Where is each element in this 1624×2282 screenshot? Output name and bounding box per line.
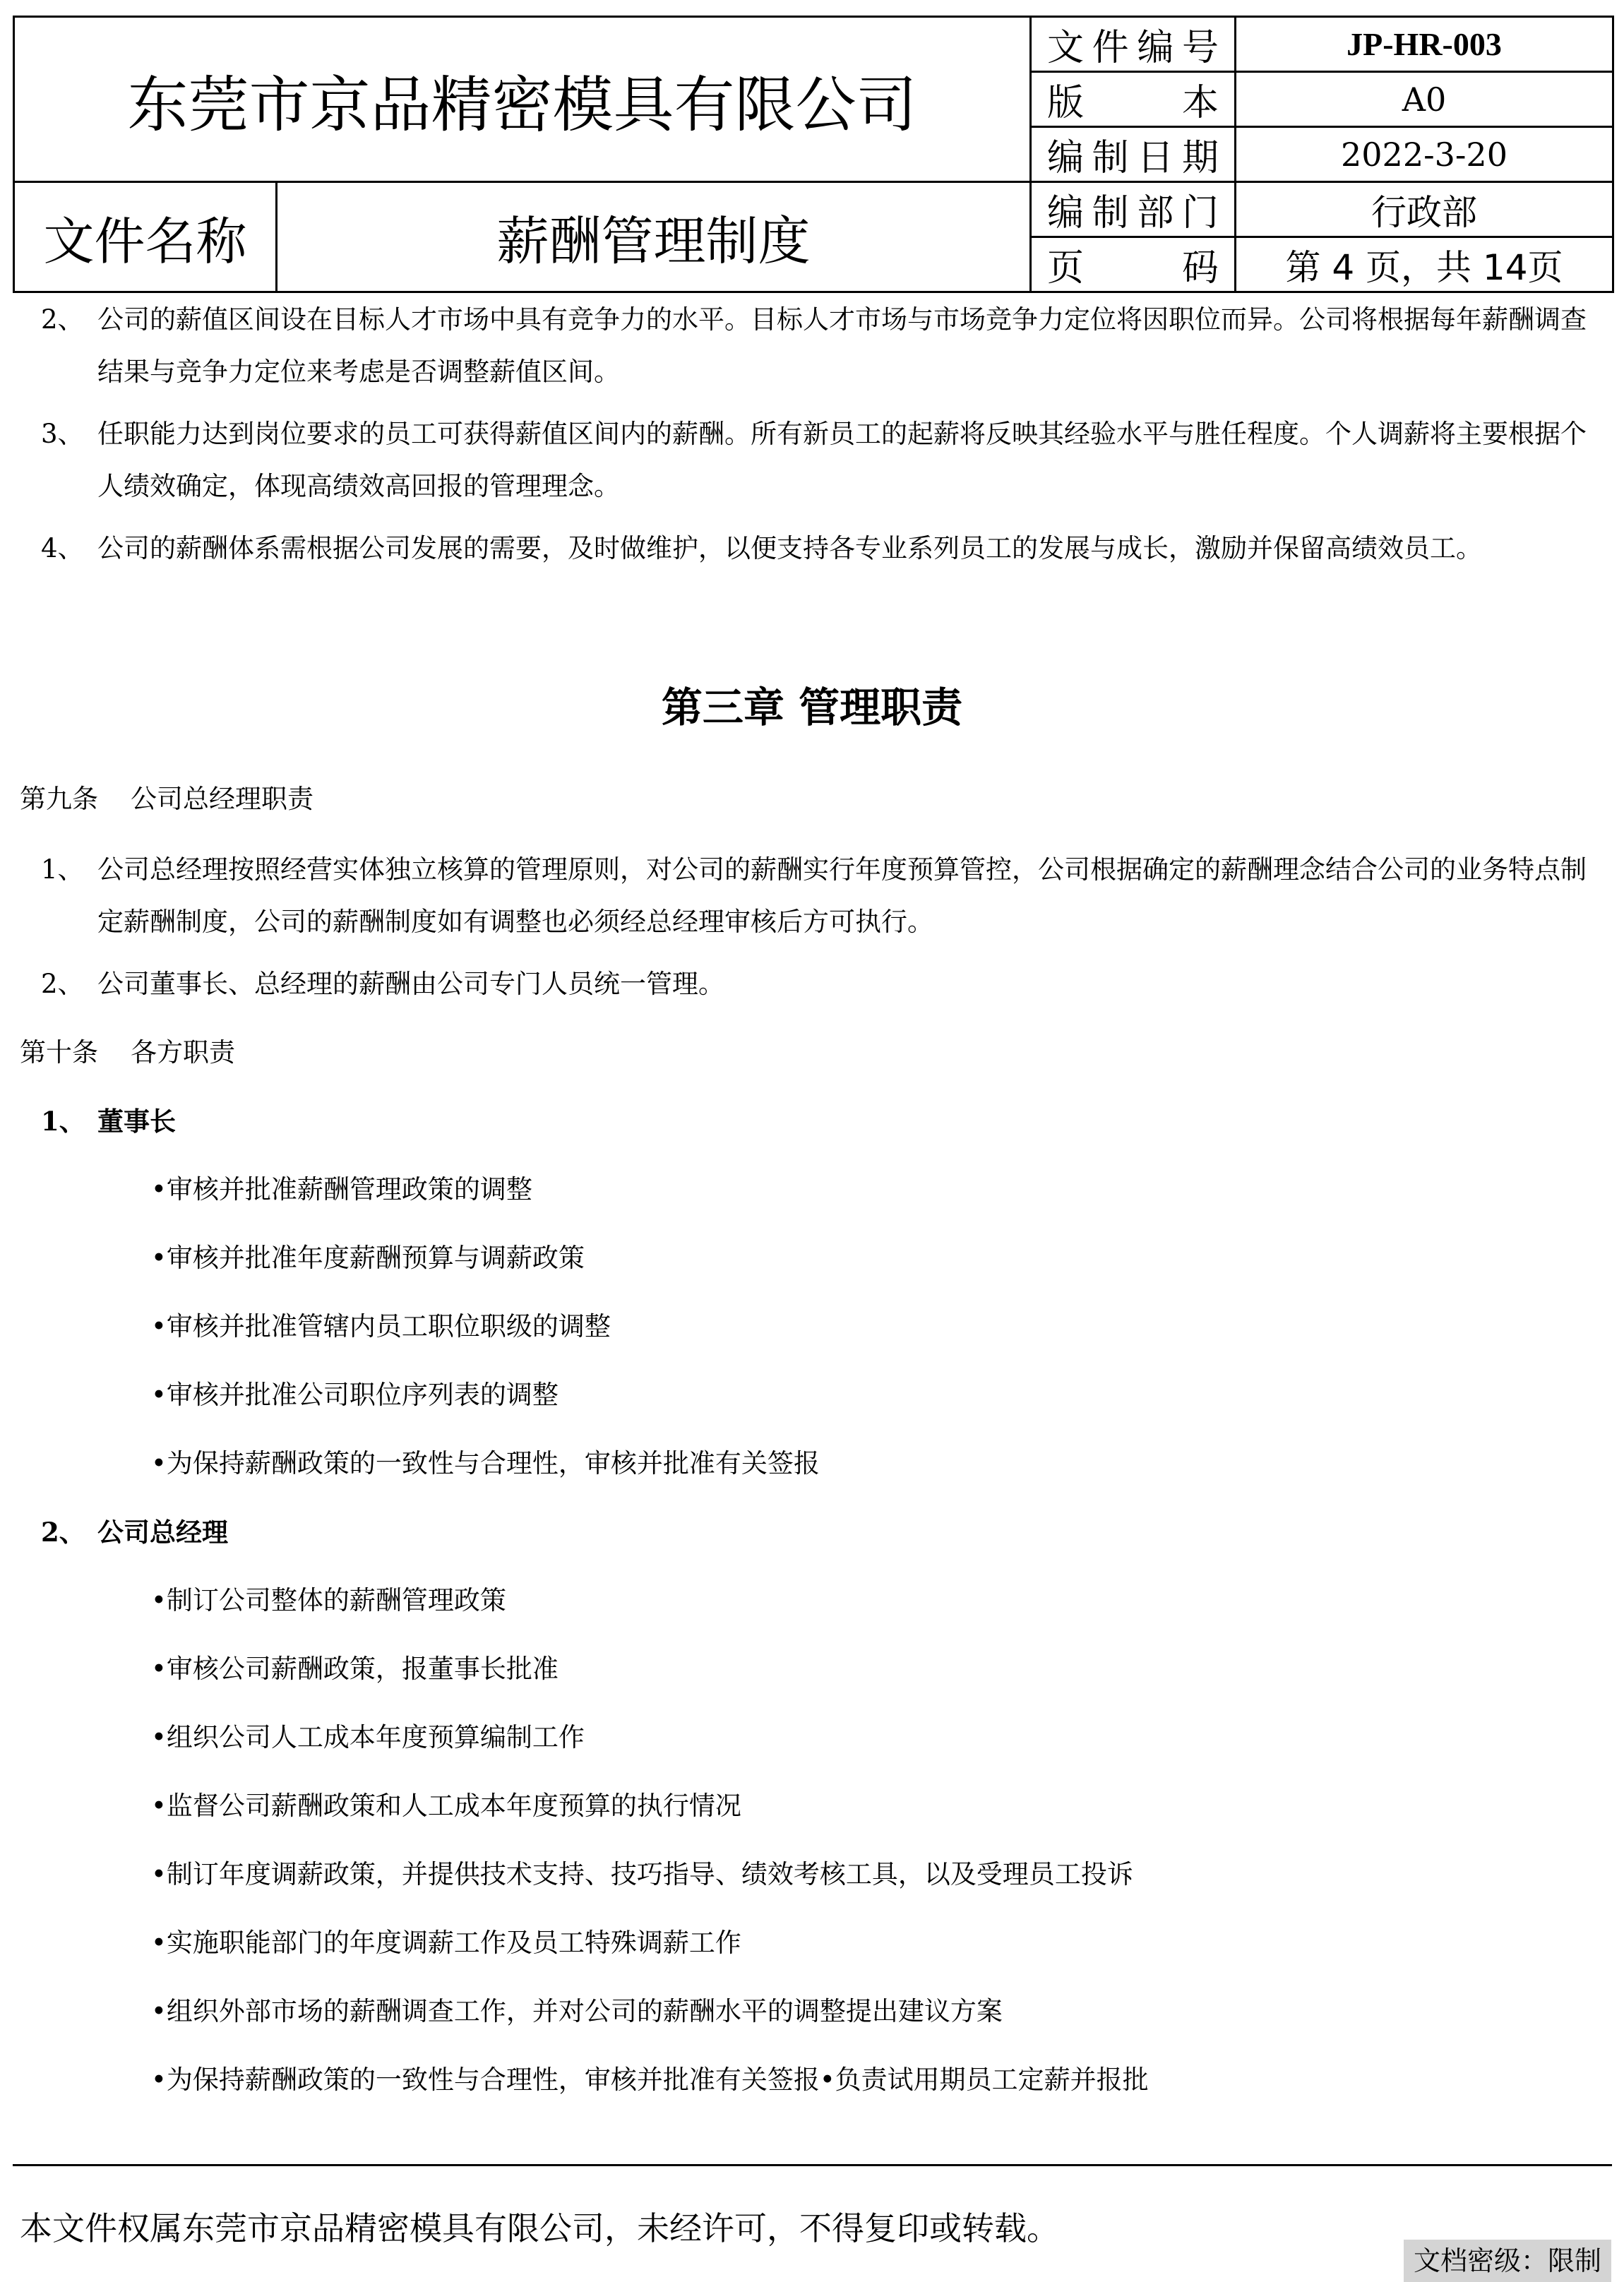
intro-item xyxy=(41,522,1601,575)
footer-divider xyxy=(13,2164,1612,2166)
file-number-value: JP-HR-003 xyxy=(1236,17,1613,72)
article-number: 第九条 xyxy=(20,784,98,814)
article-title: 各方职责 xyxy=(131,1037,235,1068)
item-text: 任职能力达到岗位要求的员工可获得薪值区间内的薪酬。所有新员工的起薪将反映其经验水平与胜任程度。个人调薪将主要根据个人绩效确定，体现高绩效高回报的管理理念。 xyxy=(97,419,1587,501)
department-value: 行政部 xyxy=(1236,182,1613,237)
bullet-item: •监督公司薪酬政策和人工成本年度预算的执行情况 xyxy=(151,1791,741,1821)
bullet-item: •组织公司人工成本年度预算编制工作 xyxy=(151,1722,585,1752)
bullet-item: •为保持薪酬政策的一致性与合理性，审核并批准有关签报 xyxy=(151,1448,820,1478)
bullet-item: •审核并批准年度薪酬预算与调薪政策 xyxy=(151,1243,585,1273)
item-text: 公司的薪酬体系需根据公司发展的需要，及时做维护，以便支持各专业系列员工的发展与成长，激励并保留高绩效员工。 xyxy=(97,533,1482,563)
item-number: 1、 xyxy=(41,854,84,885)
bullet-item: •审核并批准管辖内员工职位职级的调整 xyxy=(151,1311,611,1342)
bullet-item: •审核并批准公司职位序列表的调整 xyxy=(151,1380,559,1410)
item-number: 4、 xyxy=(41,533,84,563)
item-number: 2、 xyxy=(41,304,84,335)
article-item xyxy=(41,844,1601,948)
bullet-item: •审核公司薪酬政策，报董事长批准 xyxy=(151,1654,559,1684)
section-title: 公司总经理 xyxy=(97,1517,228,1548)
bullet-item: •实施职能部门的年度调薪工作及员工特殊调薪工作 xyxy=(151,1928,741,1958)
article-number: 第十条 xyxy=(20,1037,98,1068)
department-label: 编制部门 xyxy=(1031,182,1236,237)
company-name: 东莞市京品精密模具有限公司 xyxy=(14,17,1031,182)
section-number: 2、 xyxy=(41,1517,85,1548)
bullet-item: •审核并批准薪酬管理政策的调整 xyxy=(151,1174,532,1205)
prepared-date-label: 编制日期 xyxy=(1031,127,1236,182)
file-name-label: 文件名称 xyxy=(14,182,277,292)
item-text: 公司董事长、总经理的薪酬由公司专门人员统一管理。 xyxy=(97,969,724,999)
bullet-item: •组织外部市场的薪酬调查工作，并对公司的薪酬水平的调整提出建议方案 xyxy=(151,1996,1003,2026)
page-label: 页 码 xyxy=(1031,237,1236,292)
secrecy-level-badge: 文档密级：限制 xyxy=(1404,2240,1611,2282)
document-header-table xyxy=(13,16,1614,293)
section-title: 董事长 xyxy=(97,1106,176,1137)
article-item xyxy=(41,958,1601,1010)
copyright-notice: 本文件权属东莞市京品精密模具有限公司，未经许可，不得复印或转载。 xyxy=(20,2209,1059,2247)
page-value: 第 4 页，共 14页 xyxy=(1236,237,1613,292)
intro-item xyxy=(41,294,1601,398)
version-value: A0 xyxy=(1236,72,1613,127)
file-name-value: 薪酬管理制度 xyxy=(277,182,1031,292)
bullet-item: •制订年度调薪政策，并提供技术支持、技巧指导、绩效考核工具，以及受理员工投诉 xyxy=(151,1859,1133,1889)
intro-item xyxy=(41,408,1601,513)
chapter-title: 第三章 管理职责 xyxy=(661,683,963,731)
prepared-date-value: 2022-3-20 xyxy=(1236,127,1613,182)
file-number-label: 文件编号 xyxy=(1031,17,1236,72)
item-text: 公司的薪值区间设在目标人才市场中具有竞争力的水平。目标人才市场与市场竞争力定位将因职位而异。公司将根据每年薪酬调查结果与竞争力定位来考虑是否调整薪值区间。 xyxy=(97,304,1587,387)
section-number: 1、 xyxy=(41,1106,85,1137)
bullet-item: •为保持薪酬政策的一致性与合理性，审核并批准有关签报•负责试用期员工定薪并报批 xyxy=(151,2065,1149,2095)
article-heading xyxy=(20,773,314,825)
item-number: 3、 xyxy=(41,419,84,449)
bullet-item: •制订公司整体的薪酬管理政策 xyxy=(151,1585,506,1615)
article-heading xyxy=(20,1027,235,1079)
section-heading xyxy=(41,1095,176,1147)
item-text: 公司总经理按照经营实体独立核算的管理原则，对公司的薪酬实行年度预算管控，公司根据确定的薪酬理念结合公司的业务特点制定薪酬制度，公司的薪酬制度如有调整也必须经总经理审核后方可执行。 xyxy=(97,854,1587,937)
section-heading xyxy=(41,1506,228,1558)
item-number: 2、 xyxy=(41,969,84,999)
article-title: 公司总经理职责 xyxy=(131,784,314,814)
version-label: 版 本 xyxy=(1031,72,1236,127)
